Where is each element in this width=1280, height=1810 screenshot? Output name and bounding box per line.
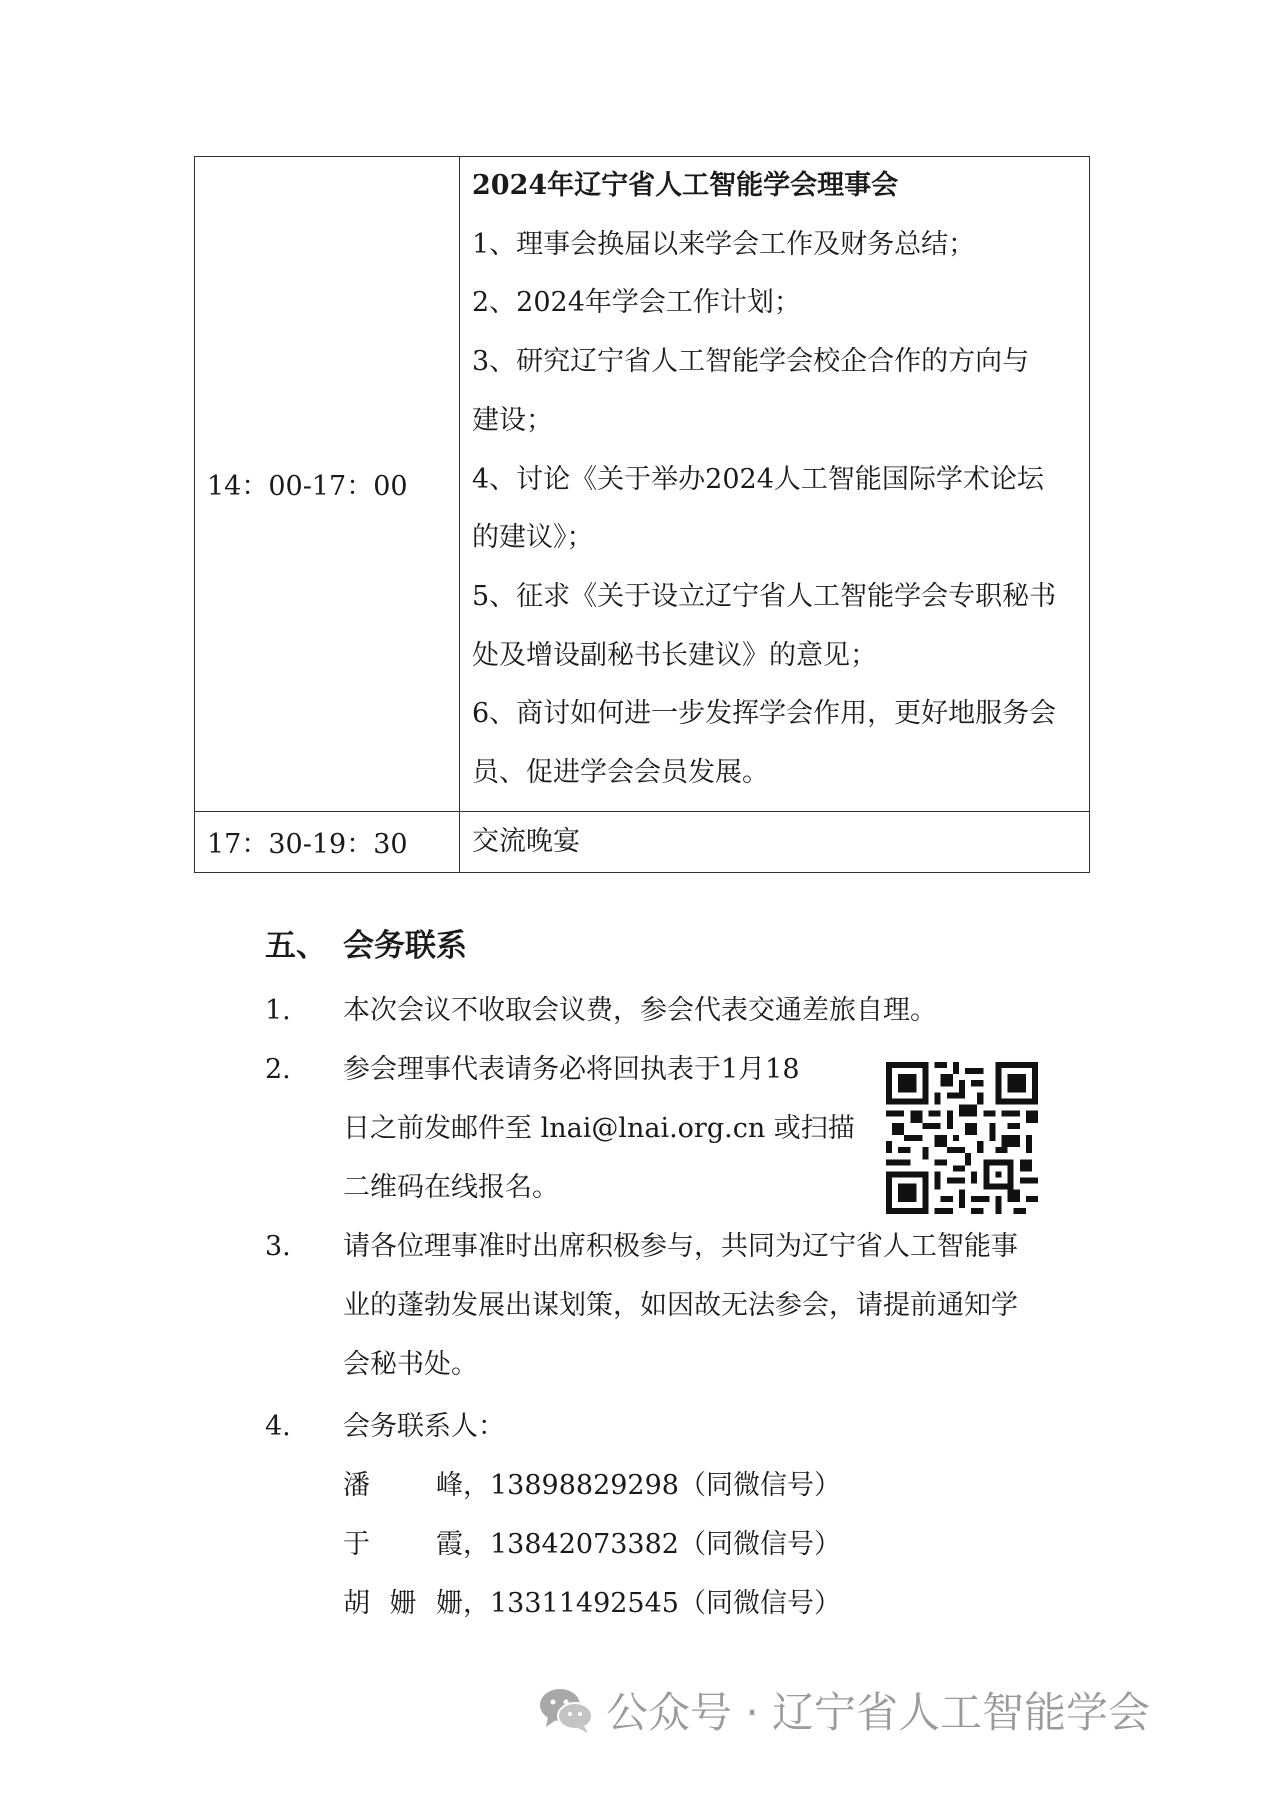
contact-entry (343, 1456, 841, 1515)
item-line: 业的蓬勃发展出谋划策，如因故无法参会，请提前通知学 (343, 1290, 1018, 1321)
schedule-time: 17：30-19：30 (195, 811, 460, 872)
item-line: 日之前发邮件至 lnai@lnai.org.cn 或扫描 (343, 1113, 855, 1144)
contact-entry (343, 1574, 841, 1633)
schedule-content (460, 157, 1090, 812)
item-marker: 1. (265, 995, 291, 1026)
schedule-row (195, 157, 1090, 812)
agenda-line: 员、促进学会会员发展。 (472, 757, 769, 789)
item-line: 会务联系人： (343, 1411, 505, 1442)
agenda-line: 1、理事会换届以来学会工作及财务总结； (472, 228, 976, 260)
contact-entry (343, 1515, 841, 1574)
contact-detail: ，13311492545（同微信号） (463, 1588, 841, 1619)
section-number: 五、 (265, 928, 327, 964)
watermark (538, 1680, 1150, 1740)
contact-name: 于霞 (343, 1529, 463, 1560)
contact-list (343, 1456, 841, 1633)
agenda-line: 的建议》； (472, 522, 594, 554)
agenda-line: 处及增设副秘书长建议》的意见； (472, 639, 877, 671)
agenda-line: 5、征求《关于设立辽宁省人工智能学会专职秘书 (472, 580, 1057, 612)
agenda-line: 建设； (472, 404, 553, 436)
agenda-line: 2、2024年学会工作计划； (472, 287, 801, 319)
item-line: 请各位理事准时出席积极参与，共同为辽宁省人工智能事 (343, 1231, 1018, 1262)
item-line: 参会理事代表请务必将回执表于1月18 (343, 1054, 800, 1085)
schedule-content (460, 811, 1090, 872)
agenda-line: 6、商讨如何进一步发挥学会作用，更好地服务会 (472, 698, 1057, 730)
agenda-line: 4、讨论《关于举办2024人工智能国际学术论坛 (472, 463, 1044, 495)
item-marker: 4. (265, 1411, 291, 1442)
wechat-icon (538, 1685, 594, 1735)
schedule-title: 2024年辽宁省人工智能学会理事会 (472, 170, 899, 201)
item-line: 本次会议不收取会议费，参会代表交通差旅自理。 (343, 995, 937, 1026)
section-title: 会务联系 (343, 928, 467, 964)
schedule-time: 14：00-17：00 (195, 157, 460, 812)
contact-name: 潘峰 (343, 1470, 463, 1501)
contact-detail: ，13898829298（同微信号） (463, 1470, 841, 1501)
agenda-line: 3、研究辽宁省人工智能学会校企合作的方向与 (472, 346, 1030, 378)
item-marker: 3. (265, 1231, 291, 1262)
item-line: 二维码在线报名。 (343, 1172, 559, 1203)
section-heading (265, 920, 467, 965)
schedule-table (194, 156, 1090, 873)
contact-detail: ，13842073382（同微信号） (463, 1529, 841, 1560)
item-line: 会秘书处。 (343, 1349, 478, 1380)
schedule-title: 交流晚宴 (472, 825, 580, 857)
watermark-text: 公众号 · 辽宁省人工智能学会 (606, 1688, 1151, 1737)
schedule-row (195, 811, 1090, 872)
qr-code-icon[interactable] (886, 1062, 1038, 1214)
item-marker: 2. (265, 1054, 291, 1085)
contact-name: 胡姗姗 (343, 1588, 463, 1619)
